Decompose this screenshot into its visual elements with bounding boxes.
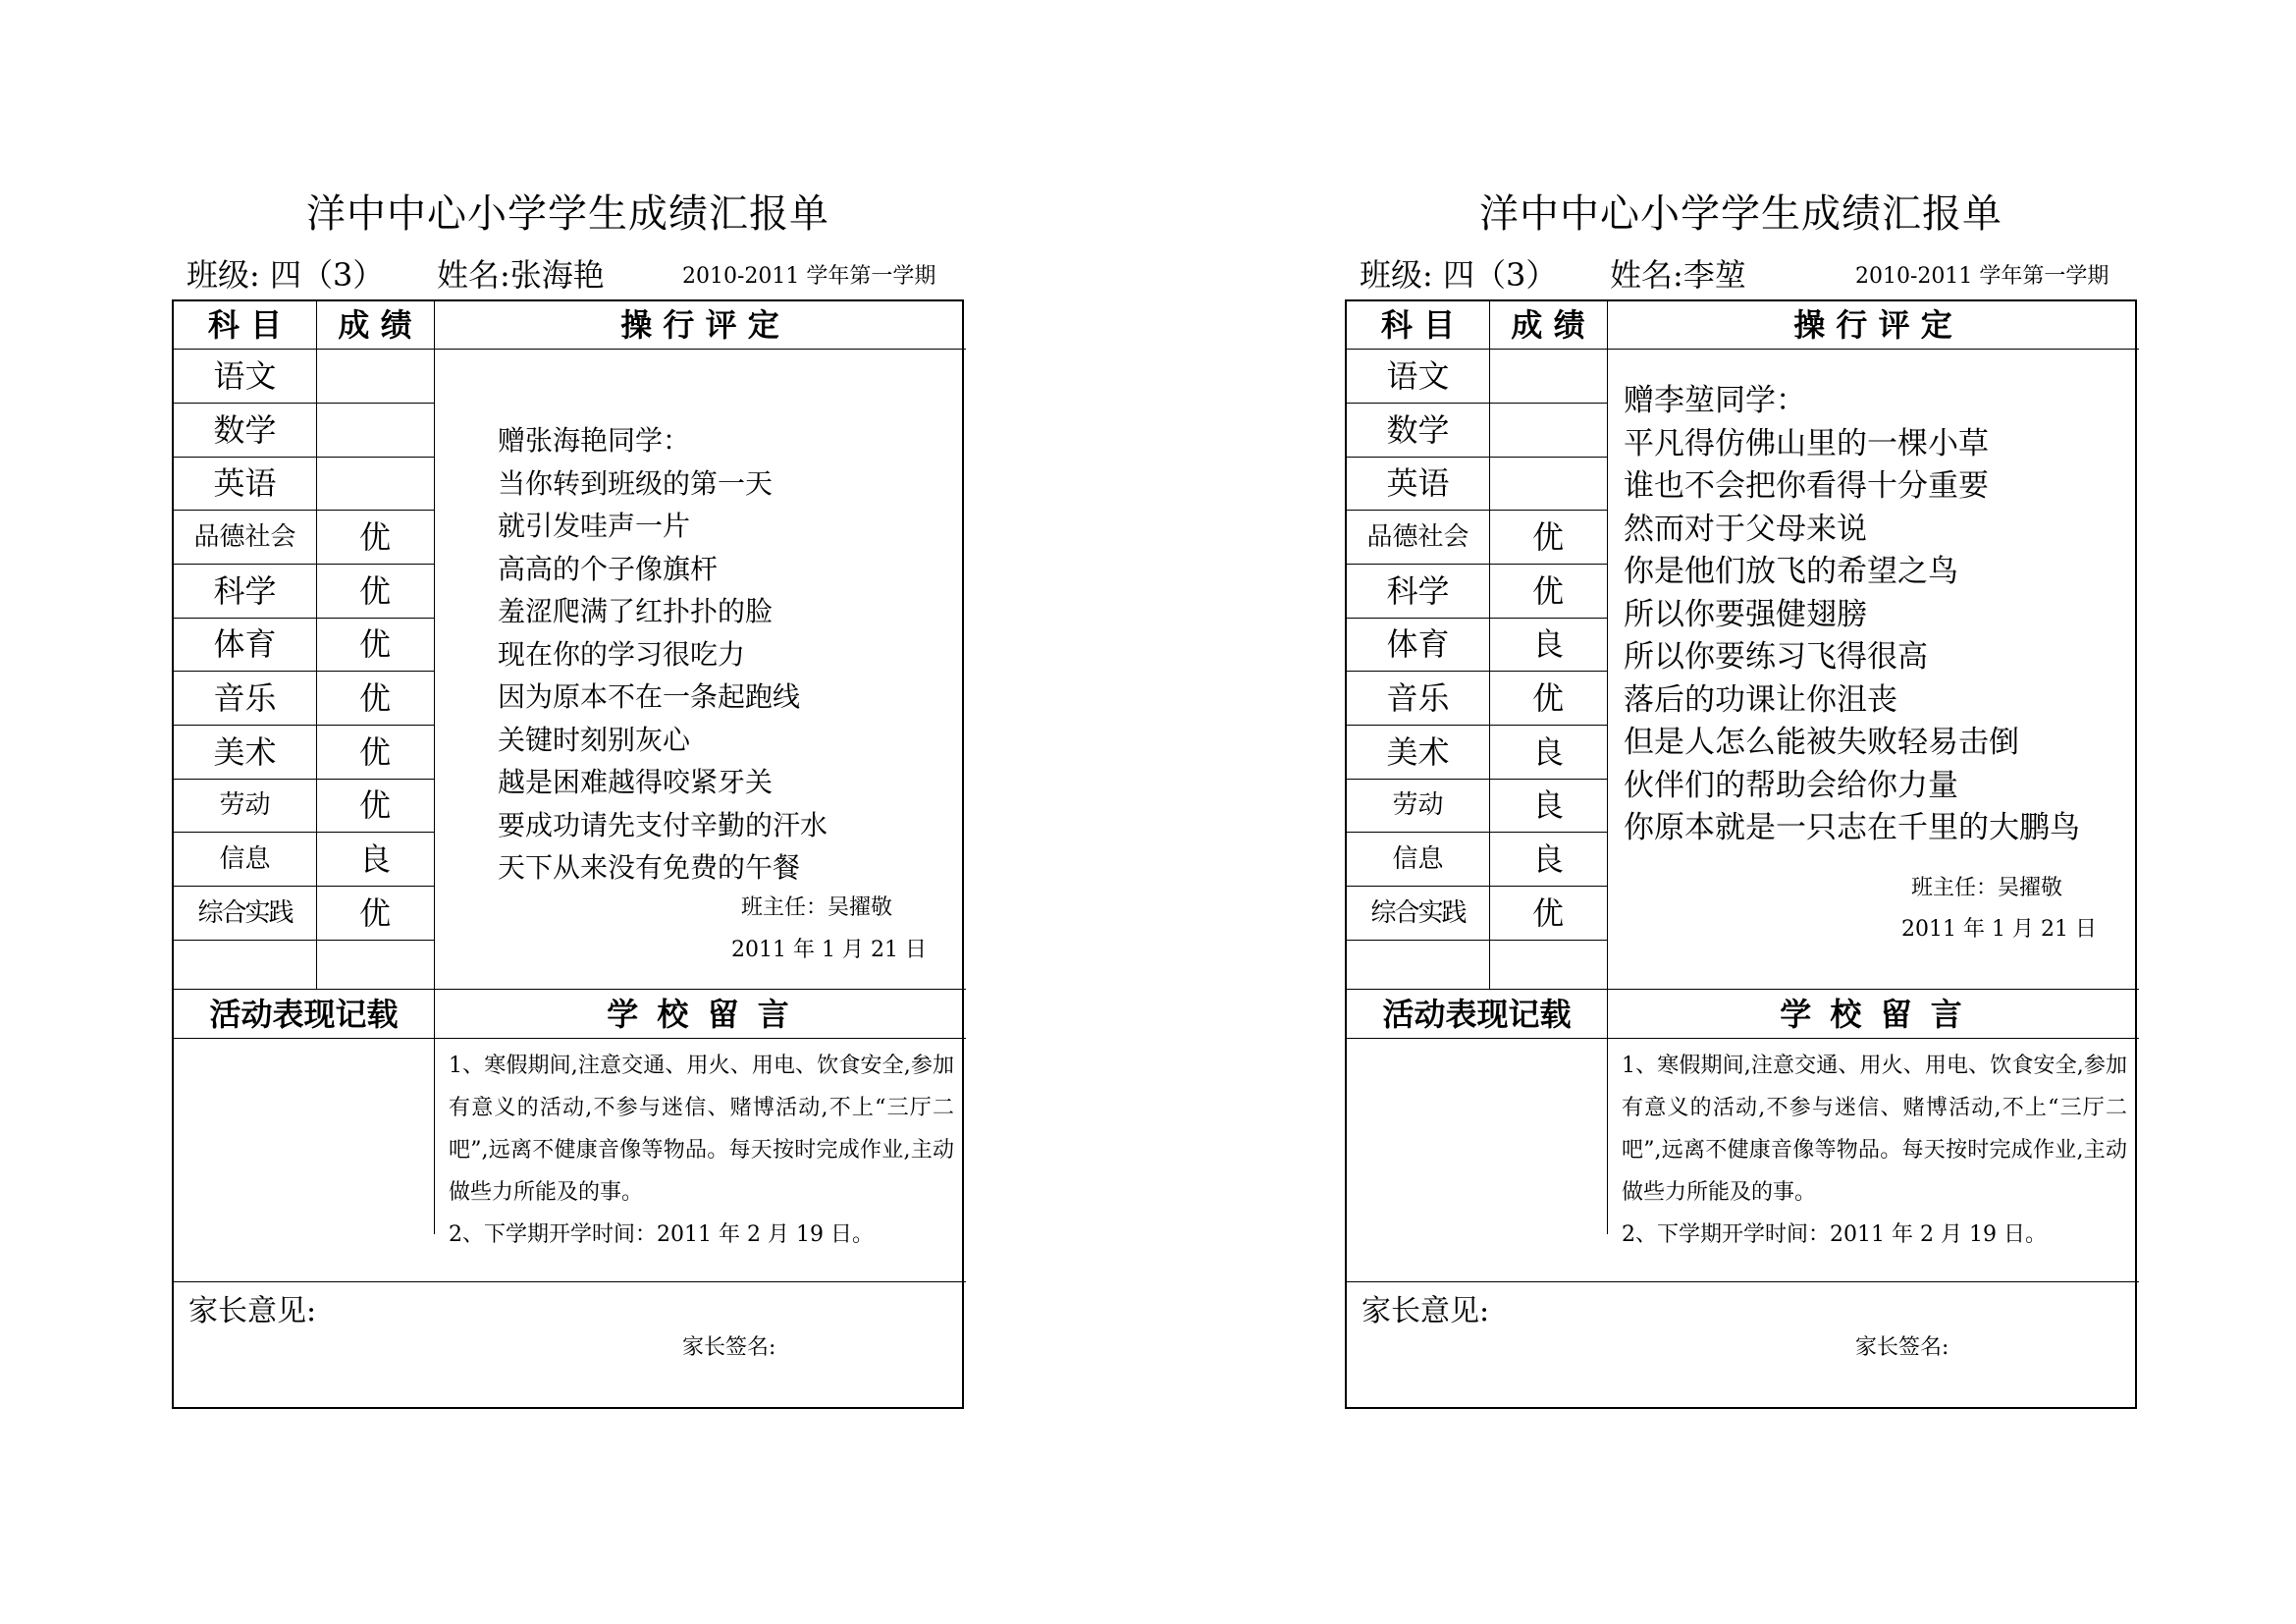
subject-header: 科 目	[1380, 306, 1456, 344]
student-name: 姓名:李堃	[1610, 256, 1746, 294]
grade-cell: 优	[1531, 894, 1564, 932]
teacher-signature: 班主任：吴擢敬	[741, 895, 893, 920]
subject-cell: 品德社会	[193, 522, 296, 552]
report-title: 洋中中心小学学生成绩汇报单	[306, 191, 829, 237]
subject-cell: 信息	[1392, 844, 1444, 874]
conduct-header: 操 行 评 定	[1793, 306, 1952, 344]
subject-cell: 数学	[1386, 411, 1450, 449]
grade-cell: 良	[1531, 786, 1564, 824]
comment-line: 平凡得仿佛山里的一棵小草	[1624, 425, 1989, 461]
subject-cell: 信息	[219, 844, 271, 874]
subject-cell: 音乐	[213, 679, 277, 717]
grade-cell: 优	[1531, 572, 1564, 610]
grade-header: 成 绩	[338, 306, 412, 344]
conduct-header: 操 行 评 定	[620, 306, 779, 344]
subject-cell: 品德社会	[1366, 522, 1469, 552]
comment-line: 天下从来没有免费的午餐	[498, 851, 801, 884]
student-name: 姓名:张海艳	[437, 256, 605, 294]
subject-cell: 劳动	[1392, 790, 1444, 820]
conduct-comment	[1624, 380, 2080, 850]
parent-signature-label: 家长签名:	[682, 1335, 776, 1360]
report-title: 洋中中心小学学生成绩汇报单	[1479, 191, 2002, 237]
subject-cell: 劳动	[219, 790, 271, 820]
school-term: 2010-2011 学年第一学期	[682, 264, 936, 289]
comment-line: 伙伴们的帮助会给你力量	[1624, 767, 1958, 803]
grade-cell: 良	[1531, 625, 1564, 663]
grade-cell: 优	[1531, 518, 1564, 556]
comment-line: 因为原本不在一条起跑线	[498, 680, 801, 713]
subject-cell: 英语	[1386, 464, 1450, 502]
comment-line: 赠张海艳同学：	[498, 424, 691, 457]
class-label: 班级: 四（3）	[1360, 256, 1558, 294]
grade-cell: 优	[358, 572, 391, 610]
class-label: 班级: 四（3）	[187, 256, 385, 294]
subject-cell: 综合实践	[197, 898, 293, 928]
grade-cell: 优	[358, 786, 391, 824]
comment-line: 谁也不会把你看得十分重要	[1624, 468, 1989, 504]
student-info	[187, 255, 972, 295]
comment-line: 要成功请先支付辛勤的汗水	[498, 808, 828, 841]
grade-cell: 优	[358, 733, 391, 771]
comment-line: 现在你的学习很吃力	[498, 637, 746, 671]
report-table	[172, 299, 964, 1409]
comment-line: 你是他们放飞的希望之鸟	[1624, 554, 1958, 589]
school-message	[449, 1045, 954, 1256]
subject-cell: 体育	[213, 625, 277, 663]
report-table	[1345, 299, 2137, 1409]
grade-cell: 优	[358, 679, 391, 717]
grade-cell: 良	[358, 840, 391, 878]
grade-cell: 良	[1531, 733, 1564, 771]
comment-line: 关键时刻别灰心	[498, 723, 691, 756]
comment-line: 但是人怎么能被失败轻易击倒	[1624, 725, 2019, 760]
comment-line: 你原本就是一只志在千里的大鹏鸟	[1624, 810, 2080, 845]
comment-date: 2011 年 1 月 21 日	[1901, 917, 2097, 942]
school-term: 2010-2011 学年第一学期	[1855, 264, 2109, 289]
message-paragraph: 2、下学期开学时间：2011 年 2 月 19 日。	[449, 1222, 874, 1247]
parent-opinion-label: 家长意见:	[1362, 1294, 1490, 1328]
student-info	[1360, 255, 2145, 295]
comment-date: 2011 年 1 月 21 日	[731, 938, 927, 962]
message-paragraph: 1、寒假期间,注意交通、用火、用电、饮食安全,参加有意义的活动,不参与迷信、赌博活动,不上“三厅二吧”,远离不健康音像等物品。每天按时完成作业,主动做些力所能及的事。	[449, 1054, 954, 1205]
subject-cell: 数学	[213, 411, 277, 449]
grade-cell: 优	[358, 518, 391, 556]
school-message-header: 学 校 留 言	[1780, 996, 1966, 1033]
subject-header: 科 目	[207, 306, 283, 344]
teacher-signature: 班主任：吴擢敬	[1911, 876, 2063, 900]
comment-line: 当你转到班级的第一天	[498, 466, 774, 500]
subject-cell: 美术	[1386, 733, 1450, 771]
message-paragraph: 1、寒假期间,注意交通、用火、用电、饮食安全,参加有意义的活动,不参与迷信、赌博活动,不上“三厅二吧”,远离不健康音像等物品。每天按时完成作业,主动做些力所能及的事。	[1622, 1054, 2127, 1205]
grade-cell: 优	[1531, 679, 1564, 717]
subject-cell: 美术	[213, 733, 277, 771]
school-message-header: 学 校 留 言	[607, 996, 793, 1033]
subject-cell: 科学	[213, 572, 277, 610]
activity-header: 活动表现记载	[209, 996, 399, 1033]
grade-cell: 优	[358, 894, 391, 932]
conduct-comment	[498, 419, 828, 890]
comment-line: 高高的个子像旗杆	[498, 552, 719, 585]
subject-cell: 音乐	[1386, 679, 1450, 717]
comment-line: 就引发哇声一片	[498, 510, 691, 542]
parent-signature-label: 家长签名:	[1855, 1335, 1949, 1360]
subject-cell: 综合实践	[1370, 898, 1466, 928]
grade-header: 成 绩	[1511, 306, 1585, 344]
subject-cell: 科学	[1386, 572, 1450, 610]
subject-cell: 语文	[213, 357, 277, 395]
school-message	[1622, 1045, 2127, 1256]
parent-opinion-label: 家长意见:	[188, 1294, 317, 1328]
subject-cell: 语文	[1386, 357, 1450, 395]
activity-header: 活动表现记载	[1382, 996, 1572, 1033]
comment-line: 落后的功课让你沮丧	[1624, 681, 1897, 718]
subject-cell: 英语	[213, 464, 277, 502]
comment-line: 羞涩爬满了红扑扑的脸	[498, 595, 774, 627]
message-paragraph: 2、下学期开学时间：2011 年 2 月 19 日。	[1622, 1222, 2047, 1247]
comment-line: 越是困难越得咬紧牙关	[498, 766, 774, 798]
grade-cell: 良	[1531, 840, 1564, 878]
comment-line: 然而对于父母来说	[1624, 511, 1867, 547]
comment-line: 所以你要强健翅膀	[1624, 596, 1867, 632]
comment-line: 赠李堃同学：	[1624, 383, 1806, 418]
grade-cell: 优	[358, 625, 391, 663]
comment-line: 所以你要练习飞得很高	[1624, 639, 1928, 675]
subject-cell: 体育	[1386, 625, 1450, 663]
